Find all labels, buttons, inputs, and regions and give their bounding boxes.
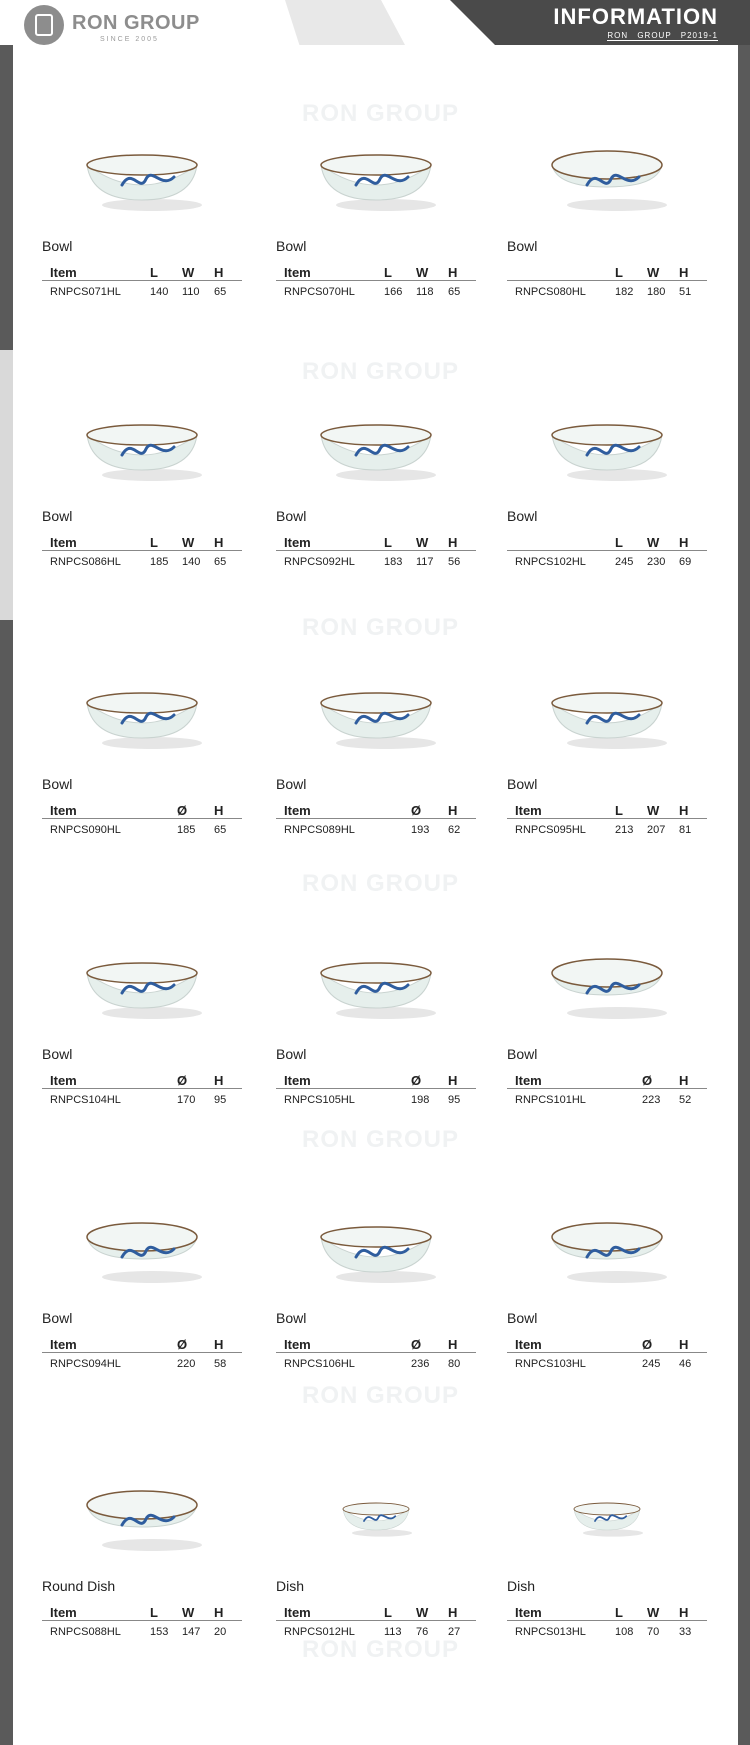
page-title: INFORMATION xyxy=(553,4,718,29)
brand-logo-icon xyxy=(24,5,64,45)
product-image xyxy=(82,953,202,1023)
spec-header-row xyxy=(507,798,707,819)
product-card xyxy=(276,110,476,310)
dimension-value: 69 xyxy=(679,556,692,568)
spec-header-cell: Item xyxy=(284,1605,311,1620)
product-category: Bowl xyxy=(276,776,307,792)
product-category: Bowl xyxy=(42,1310,73,1326)
spec-value-row xyxy=(507,1621,707,1641)
product-image xyxy=(82,145,202,215)
dimension-value: 170 xyxy=(177,1094,196,1106)
product-image xyxy=(547,683,667,753)
spec-header-cell: L xyxy=(615,265,623,280)
spec-header-row xyxy=(42,260,242,281)
dimension-value: 65 xyxy=(214,286,227,298)
spec-table xyxy=(507,1600,707,1641)
spec-header-cell: H xyxy=(214,803,224,818)
dimension-value: 207 xyxy=(647,824,666,836)
spec-header-cell: Item xyxy=(50,1073,77,1088)
spec-value-row xyxy=(507,1089,707,1109)
dimension-value: 80 xyxy=(448,1358,461,1370)
spec-header-cell: Item xyxy=(284,535,311,550)
spec-value-row xyxy=(276,281,476,301)
dimension-value: 147 xyxy=(182,1626,201,1638)
dimension-value: 140 xyxy=(182,556,201,568)
spec-header-cell: H xyxy=(679,265,689,280)
product-image xyxy=(547,145,667,215)
product-card xyxy=(276,648,476,848)
spec-header-row xyxy=(507,1332,707,1353)
spec-table xyxy=(42,1068,242,1109)
spec-value-row xyxy=(42,819,242,839)
spec-header-row xyxy=(507,1068,707,1089)
spec-header-cell: Item xyxy=(50,535,77,550)
spec-header-cell: L xyxy=(150,265,158,280)
spec-table xyxy=(507,260,707,301)
product-category: Bowl xyxy=(507,776,538,792)
item-code: RNPCS088HL xyxy=(50,1626,121,1638)
dimension-value: 70 xyxy=(647,1626,660,1638)
spec-header-cell: Ø xyxy=(177,803,188,818)
spec-value-row xyxy=(42,551,242,571)
spec-header-cell: W xyxy=(182,535,195,550)
dimension-value: 220 xyxy=(177,1358,196,1370)
item-code: RNPCS013HL xyxy=(515,1626,586,1638)
item-code: RNPCS102HL xyxy=(515,556,586,568)
spec-header-cell: H xyxy=(448,1073,458,1088)
product-category: Bowl xyxy=(276,1046,307,1062)
spec-header-cell: W xyxy=(647,803,660,818)
spec-header-cell: Item xyxy=(515,1073,542,1088)
product-category: Round Dish xyxy=(42,1578,116,1594)
product-category: Dish xyxy=(276,1578,305,1594)
spec-header-row xyxy=(507,530,707,551)
dimension-value: 230 xyxy=(647,556,666,568)
item-code: RNPCS101HL xyxy=(515,1094,586,1106)
spec-header-cell: Item xyxy=(50,1337,77,1352)
item-code: RNPCS094HL xyxy=(50,1358,121,1370)
spec-value-row xyxy=(42,1089,242,1109)
dimension-value: 198 xyxy=(411,1094,430,1106)
spec-header-cell: L xyxy=(150,535,158,550)
dimension-value: 52 xyxy=(679,1094,692,1106)
spec-header-cell: W xyxy=(182,1605,195,1620)
product-card xyxy=(42,1182,242,1382)
dimension-value: 56 xyxy=(448,556,461,568)
spec-table xyxy=(42,798,242,839)
spec-value-row xyxy=(507,819,707,839)
watermark-text: RON GROUP xyxy=(302,1382,460,1409)
product-card xyxy=(276,380,476,580)
product-category: Bowl xyxy=(42,238,73,254)
product-category: Bowl xyxy=(276,1310,307,1326)
item-code: RNPCS086HL xyxy=(50,556,121,568)
spec-header-cell: Item xyxy=(515,803,542,818)
dimension-value: 95 xyxy=(448,1094,461,1106)
dimension-value: 51 xyxy=(679,286,692,298)
spec-value-row xyxy=(276,1089,476,1109)
item-code: RNPCS095HL xyxy=(515,824,586,836)
spec-header-cell: L xyxy=(384,265,392,280)
dimension-value: 180 xyxy=(647,286,666,298)
product-image xyxy=(316,145,436,215)
spec-header-cell: Item xyxy=(284,1073,311,1088)
spec-header-cell: H xyxy=(679,1073,689,1088)
spec-header-row xyxy=(42,1068,242,1089)
product-card xyxy=(507,110,707,310)
brand-since: SINCE 2005 xyxy=(100,36,159,43)
dimension-value: 245 xyxy=(642,1358,661,1370)
dimension-value: 183 xyxy=(384,556,403,568)
page-subtitle: RON GROUP P2019-1 xyxy=(607,31,718,40)
spec-header-cell: Item xyxy=(284,265,311,280)
spec-header-cell: H xyxy=(448,1605,458,1620)
spec-header-cell: Item xyxy=(515,1337,542,1352)
product-image xyxy=(547,1217,667,1287)
spec-header-cell: Item xyxy=(50,1605,77,1620)
spec-header-cell: L xyxy=(150,1605,158,1620)
dimension-value: 81 xyxy=(679,824,692,836)
product-image xyxy=(316,953,436,1023)
dimension-value: 245 xyxy=(615,556,634,568)
product-image xyxy=(82,415,202,485)
spec-header-cell: Item xyxy=(515,1605,542,1620)
item-code: RNPCS092HL xyxy=(284,556,355,568)
product-card xyxy=(276,1182,476,1382)
spec-value-row xyxy=(507,281,707,301)
watermark-text: RON GROUP xyxy=(302,100,460,127)
spec-header-cell: Ø xyxy=(642,1337,653,1352)
watermark-text: RON GROUP xyxy=(302,614,460,641)
product-image xyxy=(316,415,436,485)
item-code: RNPCS012HL xyxy=(284,1626,355,1638)
spec-header-cell: H xyxy=(214,265,224,280)
item-code: RNPCS106HL xyxy=(284,1358,355,1370)
product-card xyxy=(507,1182,707,1382)
spec-value-row xyxy=(507,551,707,571)
spec-header-cell: H xyxy=(214,1337,224,1352)
spec-table xyxy=(276,260,476,301)
spec-table xyxy=(42,1600,242,1641)
product-card xyxy=(42,648,242,848)
product-category: Bowl xyxy=(42,508,73,524)
spec-header-row xyxy=(276,798,476,819)
item-code: RNPCS089HL xyxy=(284,824,355,836)
product-card xyxy=(507,918,707,1118)
spec-header-cell: H xyxy=(679,803,689,818)
item-code: RNPCS070HL xyxy=(284,286,355,298)
spec-table xyxy=(276,798,476,839)
dimension-value: 153 xyxy=(150,1626,169,1638)
product-card xyxy=(507,1450,707,1650)
spec-header-row xyxy=(507,1600,707,1621)
dimension-value: 65 xyxy=(214,556,227,568)
spec-header-cell: H xyxy=(214,535,224,550)
spec-value-row xyxy=(276,1621,476,1641)
dimension-value: 113 xyxy=(384,1626,402,1638)
item-code: RNPCS103HL xyxy=(515,1358,586,1370)
product-card xyxy=(42,1450,242,1650)
dimension-value: 33 xyxy=(679,1626,692,1638)
spec-header-cell: W xyxy=(416,535,429,550)
dimension-value: 223 xyxy=(642,1094,661,1106)
spec-header-cell: W xyxy=(182,265,195,280)
dimension-value: 117 xyxy=(416,556,434,568)
watermark-text: RON GROUP xyxy=(302,870,460,897)
spec-table xyxy=(507,530,707,571)
product-image xyxy=(316,683,436,753)
dimension-value: 185 xyxy=(150,556,169,568)
spec-value-row xyxy=(276,1353,476,1373)
watermark-text: RON GROUP xyxy=(302,1636,460,1663)
spec-header-row xyxy=(42,1600,242,1621)
product-category: Bowl xyxy=(276,508,307,524)
brand-name: RON GROUP xyxy=(72,12,200,34)
product-category: Bowl xyxy=(507,1046,538,1062)
spec-header-cell: Ø xyxy=(177,1337,188,1352)
item-code: RNPCS080HL xyxy=(515,286,586,298)
item-code: RNPCS105HL xyxy=(284,1094,355,1106)
dimension-value: 76 xyxy=(416,1626,429,1638)
dimension-value: 110 xyxy=(182,286,200,298)
product-image xyxy=(547,1485,667,1555)
dimension-value: 193 xyxy=(411,824,430,836)
spec-header-cell: W xyxy=(416,265,429,280)
spec-header-cell: H xyxy=(679,1605,689,1620)
spec-header-cell: L xyxy=(615,803,623,818)
product-card xyxy=(507,380,707,580)
spec-header-cell: Item xyxy=(284,1337,311,1352)
spec-table xyxy=(276,1332,476,1373)
spec-value-row xyxy=(276,819,476,839)
dimension-value: 95 xyxy=(214,1094,227,1106)
spec-header-cell: Ø xyxy=(411,803,422,818)
spec-value-row xyxy=(507,1353,707,1373)
product-card xyxy=(42,918,242,1118)
product-image xyxy=(547,415,667,485)
spec-table xyxy=(507,1332,707,1373)
dimension-value: 65 xyxy=(214,824,227,836)
product-category: Dish xyxy=(507,1578,536,1594)
product-category: Bowl xyxy=(42,1046,73,1062)
spec-header-cell: Ø xyxy=(411,1337,422,1352)
product-image xyxy=(82,1485,202,1555)
dimension-value: 62 xyxy=(448,824,461,836)
spec-table xyxy=(42,530,242,571)
spec-header-cell: W xyxy=(647,535,660,550)
spec-header-cell: H xyxy=(679,535,689,550)
spec-header-cell: H xyxy=(448,265,458,280)
page-header xyxy=(0,0,750,45)
spec-table xyxy=(42,260,242,301)
dimension-value: 20 xyxy=(214,1626,227,1638)
item-code: RNPCS104HL xyxy=(50,1094,121,1106)
spec-header-cell: W xyxy=(647,1605,660,1620)
spec-header-cell: H xyxy=(448,1337,458,1352)
product-image xyxy=(316,1485,436,1555)
spec-header-row xyxy=(507,260,707,281)
dimension-value: 108 xyxy=(615,1626,634,1638)
product-card xyxy=(507,648,707,848)
product-category: Bowl xyxy=(42,776,73,792)
dimension-value: 236 xyxy=(411,1358,430,1370)
spec-table xyxy=(276,1600,476,1641)
item-code: RNPCS071HL xyxy=(50,286,121,298)
spec-table xyxy=(507,1068,707,1109)
spec-table xyxy=(276,1068,476,1109)
spec-value-row xyxy=(42,281,242,301)
dimension-value: 140 xyxy=(150,286,169,298)
product-image xyxy=(316,1217,436,1287)
product-card xyxy=(276,918,476,1118)
spec-header-row xyxy=(276,260,476,281)
spec-header-cell: L xyxy=(615,535,623,550)
dimension-value: 27 xyxy=(448,1626,461,1638)
spec-header-cell: Item xyxy=(50,803,77,818)
spec-header-cell: H xyxy=(214,1073,224,1088)
spec-header-cell: Item xyxy=(50,265,77,280)
product-card xyxy=(276,1450,476,1650)
dimension-value: 65 xyxy=(448,286,461,298)
product-category: Bowl xyxy=(507,508,538,524)
spec-header-row xyxy=(42,530,242,551)
spec-header-cell: L xyxy=(384,1605,392,1620)
spec-value-row xyxy=(42,1353,242,1373)
dimension-value: 213 xyxy=(615,824,634,836)
watermark-text: RON GROUP xyxy=(302,358,460,385)
spec-header-row xyxy=(42,1332,242,1353)
spec-header-cell: Ø xyxy=(411,1073,422,1088)
product-image xyxy=(547,953,667,1023)
spec-header-row xyxy=(276,1068,476,1089)
product-card xyxy=(42,380,242,580)
dimension-value: 118 xyxy=(416,286,434,298)
spec-header-cell: W xyxy=(416,1605,429,1620)
spec-header-cell: L xyxy=(615,1605,623,1620)
product-image xyxy=(82,683,202,753)
spec-header-cell: Ø xyxy=(642,1073,653,1088)
spec-header-row xyxy=(276,530,476,551)
product-card xyxy=(42,110,242,310)
spec-header-cell: L xyxy=(384,535,392,550)
product-image xyxy=(82,1217,202,1287)
watermark-text: RON GROUP xyxy=(302,1126,460,1153)
item-code: RNPCS090HL xyxy=(50,824,121,836)
product-category: Bowl xyxy=(276,238,307,254)
spec-header-cell: H xyxy=(448,535,458,550)
spec-header-row xyxy=(276,1600,476,1621)
spec-table xyxy=(507,798,707,839)
spec-value-row xyxy=(276,551,476,571)
dimension-value: 58 xyxy=(214,1358,227,1370)
product-category: Bowl xyxy=(507,238,538,254)
spec-header-cell: H xyxy=(214,1605,224,1620)
spec-value-row xyxy=(42,1621,242,1641)
dimension-value: 46 xyxy=(679,1358,692,1370)
spec-header-cell: H xyxy=(448,803,458,818)
spec-header-cell: W xyxy=(647,265,660,280)
spec-header-cell: H xyxy=(679,1337,689,1352)
spec-header-cell: Ø xyxy=(177,1073,188,1088)
spec-table xyxy=(42,1332,242,1373)
product-category: Bowl xyxy=(507,1310,538,1326)
spec-header-cell: Item xyxy=(284,803,311,818)
dimension-value: 185 xyxy=(177,824,196,836)
spec-table xyxy=(276,530,476,571)
spec-header-row xyxy=(276,1332,476,1353)
spec-header-row xyxy=(42,798,242,819)
dimension-value: 182 xyxy=(615,286,634,298)
header-accent-light xyxy=(285,0,405,45)
dimension-value: 166 xyxy=(384,286,403,298)
